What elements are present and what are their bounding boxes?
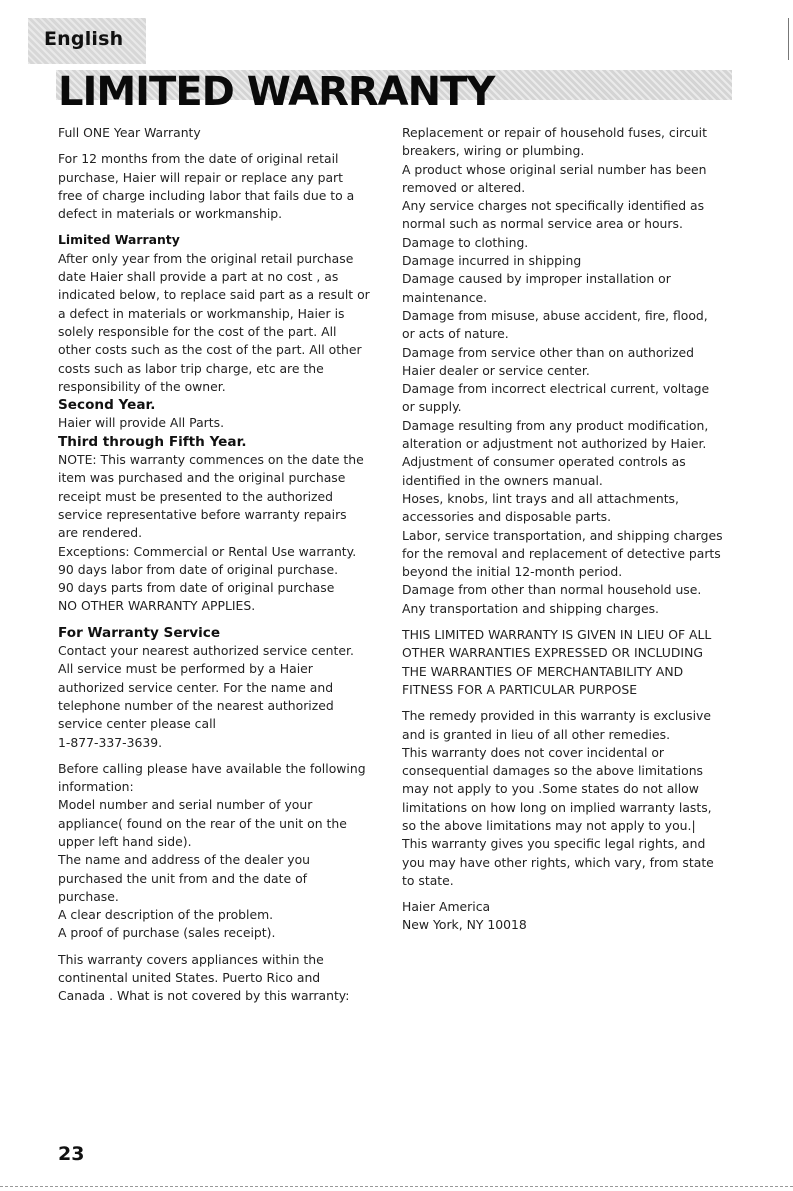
- full-warranty-body: For 12 months from the date of original retail purchase, Haier will repair or replace any part free of charge including labor that fails due to a defect in materials or workmanship.: [58, 151, 355, 222]
- service-contact-line: Contact your nearest authorized service center.: [58, 643, 354, 659]
- right-column: [402, 124, 724, 935]
- exclusion-item: Damage from service other than on authorized Haier dealer or service center.: [402, 344, 695, 378]
- info-proof-line: A proof of purchase (sales receipt).: [58, 925, 276, 941]
- service-phone: 1-877-337-3639.: [58, 734, 163, 750]
- exclusion-item: Damage incurred in shipping: [402, 253, 582, 269]
- parts-90-line: 90 days parts from date of original purchase: [58, 580, 335, 596]
- page-title: LIMITED WARRANTY: [58, 69, 495, 115]
- exclusion-item: Damage from incorrect electrical current, voltage or supply.: [402, 381, 710, 415]
- info-dealer-line: The name and address of the dealer you purchased the unit from and the date of purchase.: [58, 852, 311, 904]
- exclusion-item: Labor, service transportation, and shipping charges for the removal and replacement of detective parts beyond the initial 12-month period.: [402, 527, 723, 580]
- exclusion-item: Damage from misuse, abuse accident, fire, flood, or acts of nature.: [402, 307, 708, 342]
- second-year-body: Haier will provide All Parts.: [58, 415, 225, 431]
- limited-warranty-body: After only year from the original retail purchase date Haier shall provide a part at no cost , as indicated below, to replace said part as a result or a defect in materials or workmanship, Haier is solely responsible for the cost of the part. All other costs such as the cost of the part. All other costs such as labor trip charge, etc are the responsibility of the owner.: [58, 250, 370, 394]
- limited-warranty-heading: Limited Warranty: [58, 232, 180, 248]
- left-column: [58, 124, 370, 1006]
- third-fifth-year-heading: Third through Fifth Year.: [58, 433, 247, 450]
- exclusion-item: Damage from other than normal household use.: [402, 582, 702, 598]
- info-description-line: A clear description of the problem.: [58, 907, 274, 923]
- service-body: All service must be performed by a Haier authorized service center. For the name and telephone number of the nearest authorized service center please call: [58, 661, 334, 732]
- exclusion-item: Any transportation and shipping charges.: [402, 600, 659, 616]
- labor-90-line: 90 days labor from date of original purchase.: [58, 561, 339, 577]
- exclusion-item: Hoses, knobs, lint trays and all attachments, accessories and disposable parts.: [402, 490, 679, 525]
- language-tab-label: English: [44, 28, 124, 50]
- exclusion-item: Adjustment of consumer operated controls as identified in the owners manual.: [402, 454, 686, 488]
- company-name: Haier America: [402, 899, 491, 915]
- info-model-line: Model number and serial number of your appliance( found on the rear of the unit on the upper left hand side).: [58, 797, 347, 849]
- exclusion-item: Damage resulting from any product modification, alteration or adjustment not authorized by Haier.: [402, 417, 709, 452]
- before-calling-line: Before calling please have available the following information:: [58, 760, 366, 795]
- third-year-note: NOTE: This warranty commences on the date the item was purchased and the original purchase receipt must be presented to the authorized service representative before warranty repairs are rendered.: [58, 452, 364, 541]
- remedy-paragraph: The remedy provided in this warranty is exclusive and is granted in lieu of all other remedies.: [402, 708, 711, 742]
- page-number: 23: [58, 1143, 85, 1165]
- bottom-rule: [0, 1186, 793, 1187]
- second-year-heading: Second Year.: [58, 397, 156, 414]
- in-lieu-disclaimer: THIS LIMITED WARRANTY IS GIVEN IN LIEU OF ALL OTHER WARRANTIES EXPRESSED OR INCLUDING THE WARRANTIES OF MERCHANTABILITY AND FITNESS FOR A PARTICULAR PURPOSE: [402, 627, 712, 697]
- full-warranty-line: Full ONE Year Warranty: [58, 125, 201, 140]
- exclusion-item: Replacement or repair of household fuses, circuit breakers, wiring or plumbing.: [402, 125, 707, 159]
- exclusion-item: Damage to clothing.: [402, 234, 529, 250]
- exclusion-item: A product whose original serial number has been removed or altered.: [402, 161, 707, 195]
- coverage-paragraph: This warranty covers appliances within the continental united States. Puerto Rico and Canada . What is not covered by this warranty:: [58, 951, 350, 1004]
- exclusion-item: Any service charges not specifically identified as normal such as normal service area or hours.: [402, 198, 705, 232]
- company-address: New York, NY 10018: [402, 917, 527, 933]
- no-other-warranty-line: NO OTHER WARRANTY APPLIES.: [58, 598, 256, 614]
- exclusion-item: Damage caused by improper installation or maintenance.: [402, 271, 671, 305]
- legal-rights-paragraph: This warranty gives you specific legal rights, and you may have other rights, which vary, from state to state.: [402, 836, 714, 888]
- margin-rule: [788, 18, 789, 60]
- exceptions-line: Exceptions: Commercial or Rental Use warranty.: [58, 543, 357, 559]
- incidental-paragraph: This warranty does not cover incidental or consequential damages so the above limitations may not apply to you .Some states do not allow limitations on how long on implied warranty lasts, so the above limitations may not apply to you.|: [402, 744, 712, 833]
- warranty-service-heading: For Warranty Service: [58, 624, 221, 641]
